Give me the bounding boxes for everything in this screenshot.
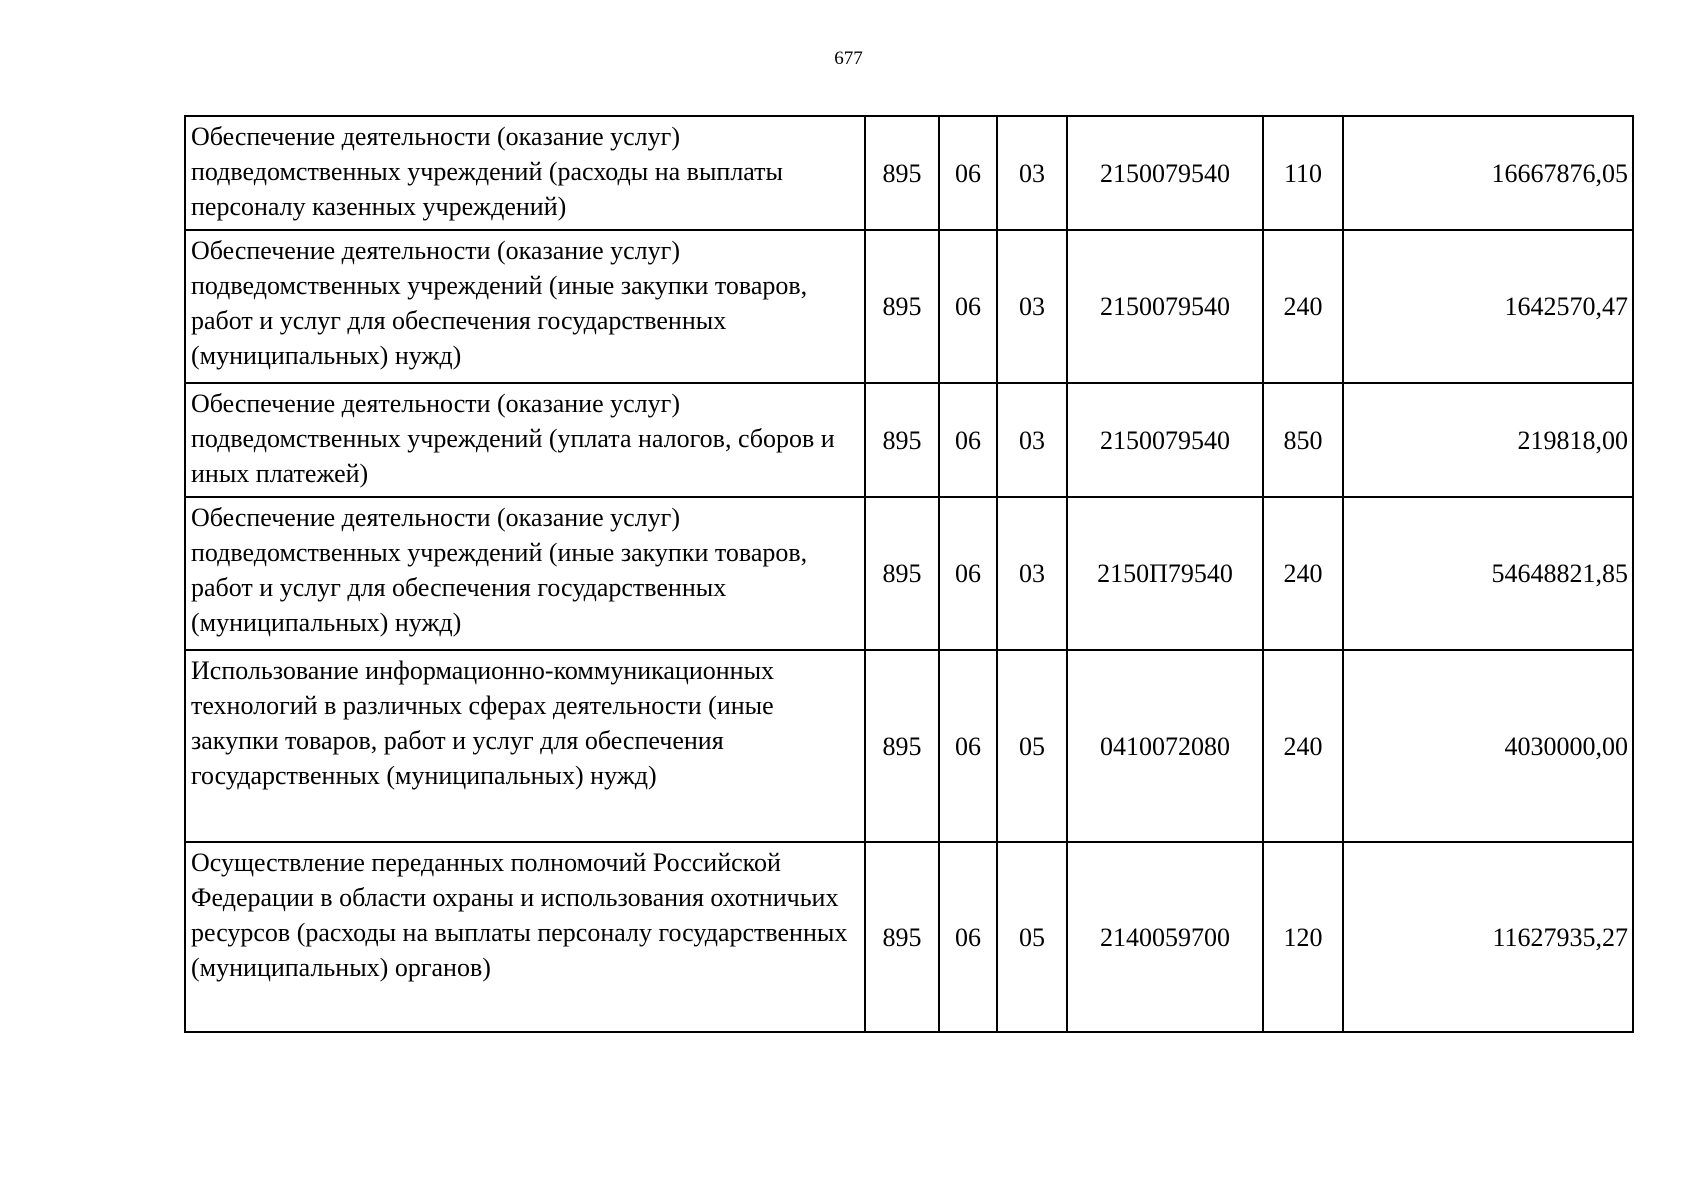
row-csr: 2150079540 <box>1067 116 1263 230</box>
row-csr: 0410072080 <box>1067 650 1263 842</box>
row-description: Обеспечение деятельности (оказание услуг) подведомственных учреждений (иные закупки товаров, работ и услуг для обеспечения государственных (муниципальных) нужд) <box>185 497 865 650</box>
row-rz: 06 <box>939 650 997 842</box>
row-rz: 06 <box>939 230 997 383</box>
row-pr: 03 <box>997 497 1067 650</box>
row-vr: 240 <box>1263 230 1343 383</box>
row-amount: 4030000,00 <box>1343 650 1633 842</box>
row-amount: 219818,00 <box>1343 383 1633 497</box>
row-csr: 2150079540 <box>1067 383 1263 497</box>
table-row <box>185 230 1633 383</box>
row-pr: 03 <box>997 116 1067 230</box>
row-description: Использование информационно-коммуникационных технологий в различных сферах деятельности (иные закупки товаров, работ и услуг для обеспечения государственных (муниципальных) нужд) <box>185 650 865 842</box>
table-row <box>185 497 1633 650</box>
row-amount: 1642570,47 <box>1343 230 1633 383</box>
table-row <box>185 650 1633 842</box>
row-rz: 06 <box>939 497 997 650</box>
table-row <box>185 842 1633 1032</box>
row-pr: 05 <box>997 842 1067 1032</box>
row-ved: 895 <box>865 116 939 230</box>
row-pr: 05 <box>997 650 1067 842</box>
row-ved: 895 <box>865 497 939 650</box>
row-description: Обеспечение деятельности (оказание услуг) подведомственных учреждений (расходы на выплаты персоналу казенных учреждений) <box>185 116 865 230</box>
row-pr: 03 <box>997 230 1067 383</box>
row-pr: 03 <box>997 383 1067 497</box>
row-ved: 895 <box>865 383 939 497</box>
row-vr: 240 <box>1263 497 1343 650</box>
row-rz: 06 <box>939 842 997 1032</box>
row-amount: 16667876,05 <box>1343 116 1633 230</box>
table-row <box>185 383 1633 497</box>
row-vr: 110 <box>1263 116 1343 230</box>
row-amount: 11627935,27 <box>1343 842 1633 1032</box>
page-number: 677 <box>834 48 863 69</box>
row-amount: 54648821,85 <box>1343 497 1633 650</box>
row-ved: 895 <box>865 650 939 842</box>
row-csr: 2150П79540 <box>1067 497 1263 650</box>
row-csr: 2140059700 <box>1067 842 1263 1032</box>
row-ved: 895 <box>865 230 939 383</box>
row-csr: 2150079540 <box>1067 230 1263 383</box>
table-row <box>185 116 1633 230</box>
row-vr: 240 <box>1263 650 1343 842</box>
row-vr: 120 <box>1263 842 1343 1032</box>
row-description: Обеспечение деятельности (оказание услуг) подведомственных учреждений (иные закупки товаров, работ и услуг для обеспечения государственных (муниципальных) нужд) <box>185 230 865 383</box>
row-ved: 895 <box>865 842 939 1032</box>
row-description: Обеспечение деятельности (оказание услуг) подведомственных учреждений (уплата налогов, сборов и иных платежей) <box>185 383 865 497</box>
row-vr: 850 <box>1263 383 1343 497</box>
budget-table <box>184 115 1634 1033</box>
row-rz: 06 <box>939 116 997 230</box>
row-rz: 06 <box>939 383 997 497</box>
row-description: Осуществление переданных полномочий Российской Федерации в области охраны и использования охотничьих ресурсов (расходы на выплаты персоналу государственных (муниципальных) органов) <box>185 842 865 1032</box>
